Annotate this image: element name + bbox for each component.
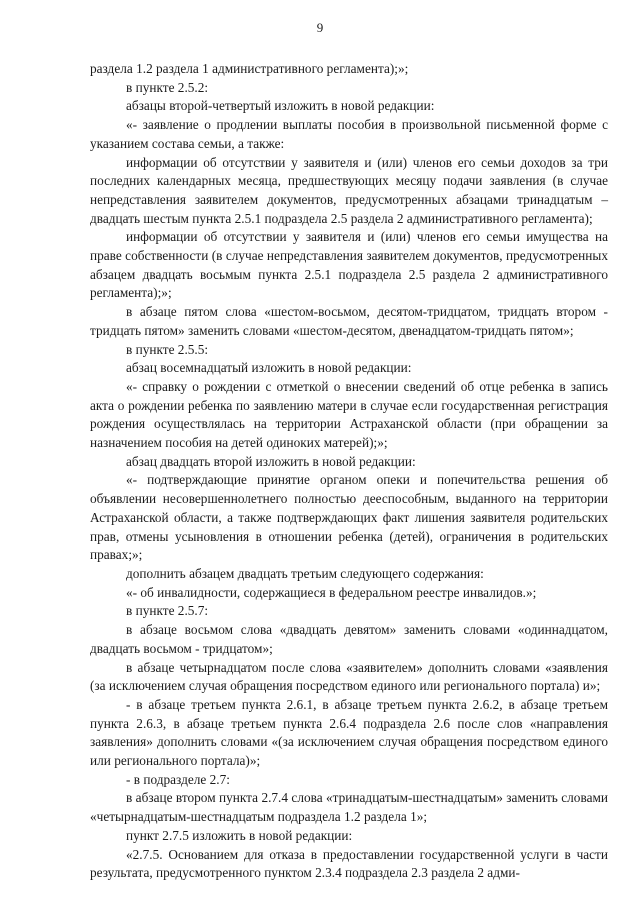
paragraph: абзацы второй-четвертый изложить в новой редакции: xyxy=(126,98,435,114)
paragraph: в пункте 2.5.2: xyxy=(126,79,209,95)
paragraph: в абзаце втором пункта 2.7.4 слова «тринадцатым-шестнадцатым» заменить словами «четырнадцатым-шестнадцатым подраздела 1.2 раздела 1»; xyxy=(90,790,608,825)
paragraph: раздела 1.2 раздела 1 административного регламента);»; xyxy=(90,61,409,76)
paragraph: - в абзаце третьем пункта 2.6.1, в абзаце третьем пункта 2.6.2, в абзаце третьем пункта 2.6.3, в абзаце третьем пункта 2.6.4 подраздела 2.6 после слов «направления заявления» дополнить словами «(за исключением случая обращения посредством единого или регионального портала)»; xyxy=(90,696,608,769)
page-number: 9 xyxy=(316,20,324,35)
paragraph: «- об инвалидности, содержащиеся в федеральном реестре инвалидов.»; xyxy=(126,584,537,600)
paragraph: в пункте 2.5.5: xyxy=(126,341,209,357)
paragraph: - в подразделе 2.7: xyxy=(126,771,230,787)
paragraph: «- справку о рождении с отметкой о внесении сведений об отце ребенка в запись акта о рождении ребенка по заявлению матери в случае если государственная регистрация рождения осуществлялась на территории Астраханской области (при обращении за назначением пособия на детей одиноких матерей);»; xyxy=(90,378,608,451)
paragraph: информации об отсутствии у заявителя и (или) членов его семьи доходов за три последних календарных месяца, предшествующих месяцу подачи заявления (в случае непредставления заявителем документов, предусмотренных абзацами тринадцатым – двадцать шестым пункта 2.5.1 подраздела 2.5 раздела 2 административного регламента); xyxy=(90,154,608,226)
paragraph: информации об отсутствии у заявителя и (или) членов его семьи имущества на праве собственности (в случае непредставления заявителем документов, предусмотренных абзацем двадцать восьмым пункта 2.5.1 подраздела 2.5 раздела 2 административного регламента);»; xyxy=(90,229,608,301)
paragraph: пункт 2.7.5 изложить в новой редакции: xyxy=(126,827,353,843)
paragraph: дополнить абзацем двадцать третьим следующего содержания: xyxy=(126,565,484,581)
paragraph: в абзаце восьмом слова «двадцать девятом» заменить словами «одиннадцатом, двадцать восьмом - тридцатом»; xyxy=(90,622,608,656)
paragraph: «- заявление о продлении выплаты пособия в произвольной письменной форме с указанием состава семьи, а также: xyxy=(90,117,608,151)
paragraph: абзац восемнадцатый изложить в новой редакции: xyxy=(126,360,412,376)
paragraph: в абзаце пятом слова «шестом-восьмом, десятом-тридцатом, тридцать втором - тридцать пятом» заменить словами «шестом-десятом, двенадцатом-тридцать пятом»; xyxy=(90,304,608,338)
paragraph: в абзаце четырнадцатом после слова «заявителем» дополнить словами «заявления (за исключением случая обращения посредством единого или регионального портала) и»; xyxy=(90,659,608,694)
paragraph: «- подтверждающие принятие органом опеки и попечительства решения об объявлении несовершеннолетнего полностью дееспособным, выданного на территории Астраханской области, а также подтверждающих факт лишения заявителя родительских прав, отмены усыновления в отношении ребенка (детей), ограничения в родительских правах;»; xyxy=(90,472,608,563)
paragraph: абзац двадцать второй изложить в новой редакции: xyxy=(126,453,416,469)
paragraph: «2.7.5. Основанием для отказа в предоставлении государственной услуги в части результата, предусмотренного пунктом 2.3.4 подраздела 2.3 раздела 2 адми- xyxy=(90,846,608,881)
paragraph: в пункте 2.5.7: xyxy=(126,603,209,619)
document-body xyxy=(90,60,608,883)
